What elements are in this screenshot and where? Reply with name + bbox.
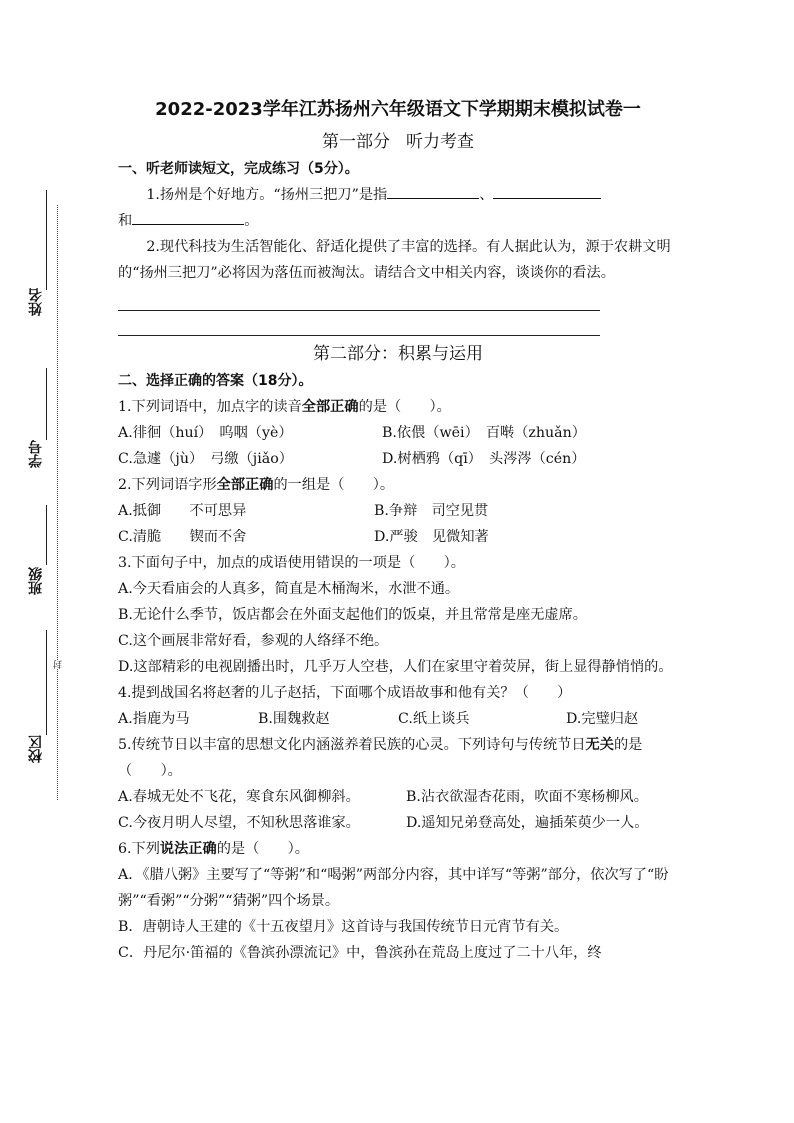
exam-title: 2022-2023学年江苏扬州六年级语文下学期期末模拟试卷一 xyxy=(155,99,641,120)
school-label: 校区 xyxy=(28,735,44,763)
binding-margin xyxy=(0,0,78,1123)
sec2-question5: 5.传统节日以丰富的思想文化内涵滋养着民族的心灵。下列诗句与传统节日无关的是（ ）。 xyxy=(118,737,643,779)
option-d[interactable]: D.完璧归赵 xyxy=(566,711,639,727)
section1-heading: 一、听老师读短文，完成练习（5分）。 xyxy=(118,161,359,177)
sec1-question1: 1.扬州是个好地方。“扬州三把刀”是指 、 xyxy=(118,182,678,208)
option-c[interactable]: C.今夜月明人尽望，不知秋思落谁家。 xyxy=(118,815,360,831)
sec2-question3: 3.下面句子中，加点的成语使用错误的一项是（ ）。 xyxy=(118,555,465,571)
option-b[interactable]: B.围魏救赵 xyxy=(258,711,330,727)
option-a[interactable]: A.抵御 不可思异 xyxy=(118,503,247,519)
option-b[interactable]: B.依偎（wēi） 百啭（zhuǎn） xyxy=(382,425,586,441)
option-b[interactable]: B.无论什么季节，饭店都会在外面支起他们的饭桌，并且常常是座无虚席。 xyxy=(118,607,587,623)
option-d[interactable]: D.遥知兄弟登高处，遍插茱萸少一人。 xyxy=(406,815,649,831)
sec2-question2: 2.下列词语字形全部正确的一组是（ ）。 xyxy=(118,477,395,493)
sec2-question6: 6.下列说法正确的是（ ）。 xyxy=(118,841,309,857)
option-d[interactable]: D.这部精彩的电视剧播出时，几乎万人空巷，人们在家里守着荧屏，街上显得静悄悄的。 xyxy=(118,659,673,675)
sec2-q1-options-cd xyxy=(118,446,678,472)
option-a[interactable]: A．《腊八粥》主要写了“等粥”和“喝粥”两部分内容，其中详写“等粥”部分，依次写了“盼粥”“看粥”“分粥”“猜粥”四个场景。 xyxy=(118,867,669,909)
option-d[interactable]: D.树栖鸦（qī） 头涔涔（cén） xyxy=(382,451,586,467)
name-field-line[interactable] xyxy=(46,190,47,290)
option-a[interactable]: A.徘徊（huí） 呜咽（yè） xyxy=(118,425,293,441)
answer-blank-3[interactable] xyxy=(132,208,244,225)
sec2-q2-options-cd xyxy=(118,524,678,550)
option-b[interactable]: B.沾衣欲湿杏花雨，吹面不寒杨柳风。 xyxy=(406,789,648,805)
class-label: 班级 xyxy=(28,567,44,595)
part1-name: 听力考查 xyxy=(406,132,474,152)
exam-paper xyxy=(118,96,678,966)
option-c[interactable]: C.清脆 锲而不舍 xyxy=(118,529,247,545)
answer-blank-2[interactable] xyxy=(493,182,601,199)
sec2-q5-options-cd xyxy=(118,810,678,836)
option-d[interactable]: D.严骏 见微知著 xyxy=(374,529,489,545)
part2-heading: 第二部分：积累与运用 xyxy=(313,344,483,364)
part1-heading xyxy=(118,128,678,156)
part1-label: 第一部分 xyxy=(322,132,390,152)
sec1-question2: 2.现代科技为生活智能化、舒适化提供了丰富的选择。有人据此认为，源于农耕文明的“扬州三把刀”必将因为落伍而被淘汰。请结合文中相关内容，谈谈你的看法。 xyxy=(118,239,671,281)
number-field-line[interactable] xyxy=(46,368,47,440)
option-c[interactable]: C.急遽（jù） 弓缴（jiǎo） xyxy=(118,451,293,467)
option-c[interactable]: C.纸上谈兵 xyxy=(398,711,470,727)
sec2-question4: 4.提到战国名将赵奢的儿子赵括，下面哪个成语故事和他有关？（ ） xyxy=(118,685,572,701)
class-field-line[interactable] xyxy=(46,505,47,565)
sec1-question1-cont: 和 。 xyxy=(118,208,678,234)
option-b[interactable]: B.争辩 司空见贯 xyxy=(374,503,489,519)
answer-line-2[interactable] xyxy=(118,311,600,336)
sec2-q1-options-ab xyxy=(118,420,678,446)
option-c[interactable]: C.这个画展非常好看，参观的人络绎不绝。 xyxy=(118,633,389,649)
sec2-q4-options xyxy=(118,706,678,732)
sec2-q2-options-ab xyxy=(118,498,678,524)
answer-line-1[interactable] xyxy=(118,286,600,311)
sec2-question1: 1.下列词语中，加点字的读音全部正确的是（ ）。 xyxy=(118,399,451,415)
seal-dotted-line xyxy=(57,205,58,800)
school-field-line[interactable] xyxy=(46,630,47,735)
option-a[interactable]: A.今天看庙会的人真多，简直是木桶淘米，水泄不通。 xyxy=(118,581,460,597)
option-b[interactable]: B．唐朝诗人王建的《十五夜望月》这首诗与我国传统节日元宵节有关。 xyxy=(118,919,569,935)
option-c[interactable]: C．丹尼尔·笛福的《鲁滨孙漂流记》中，鲁滨孙在荒岛上度过了二十八年，终 xyxy=(118,945,602,961)
sec2-q5-options-ab xyxy=(118,784,678,810)
option-a[interactable]: A.指鹿为马 xyxy=(118,711,190,727)
answer-blank-1[interactable] xyxy=(387,182,479,199)
option-a[interactable]: A.春城无处不飞花，寒食东风御柳斜。 xyxy=(118,789,360,805)
name-label: 姓名 xyxy=(28,288,44,316)
seal-mark: 封 xyxy=(54,660,64,669)
number-label: 学号 xyxy=(28,440,44,468)
section2-heading: 二、选择正确的答案（18分）。 xyxy=(118,373,313,389)
